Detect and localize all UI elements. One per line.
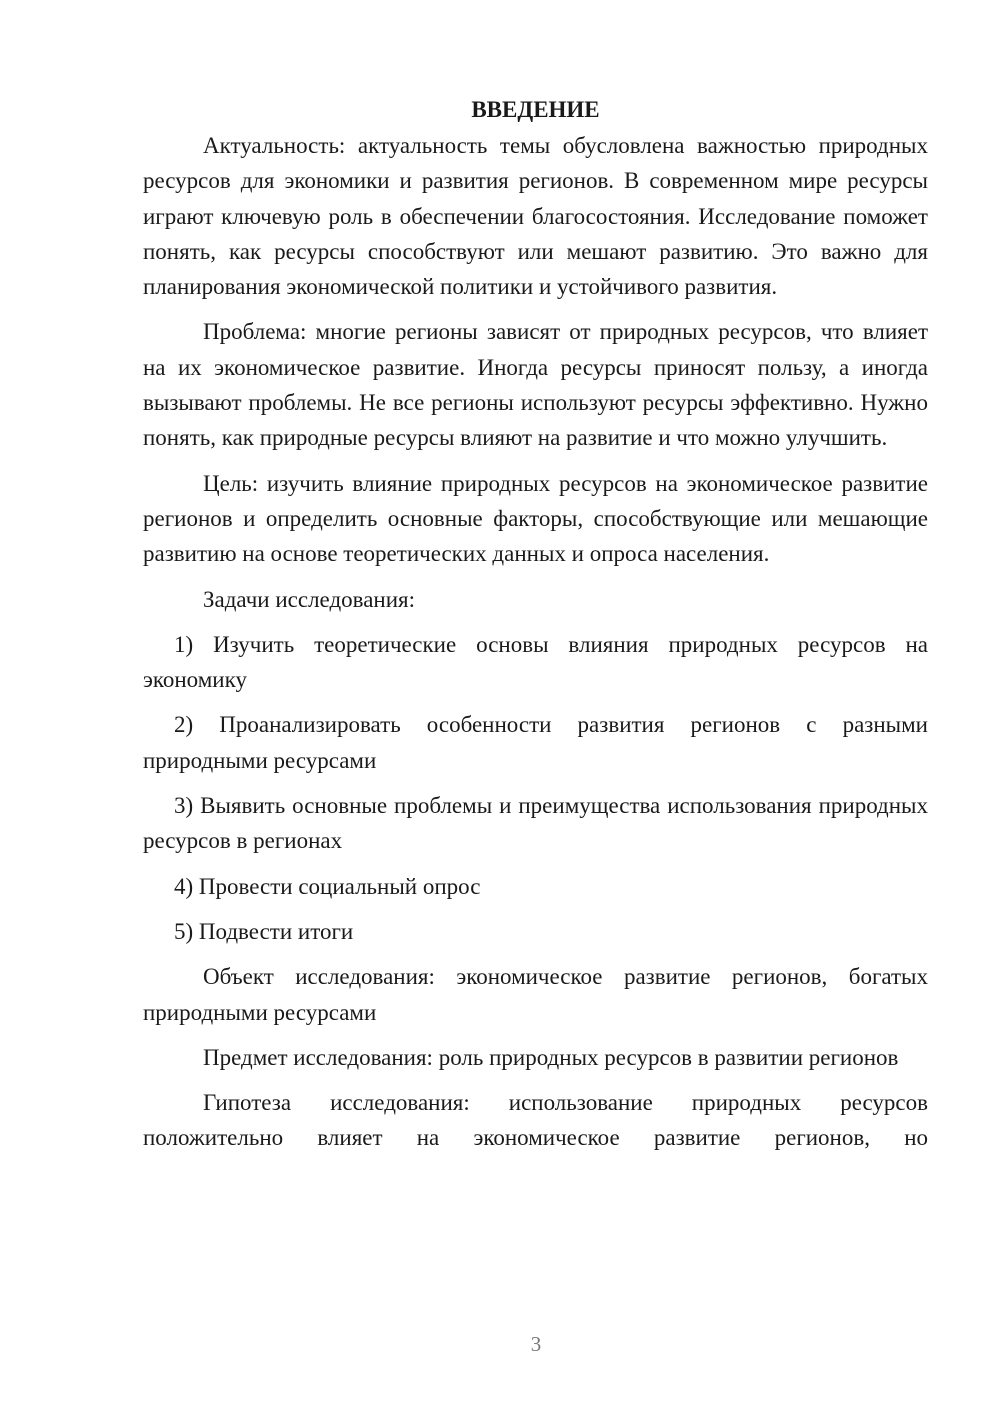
task-item: 2) Проанализировать особенности развития регионов с разными природными ресурсами (143, 712, 928, 773)
task-item: 1) Изучить теоретические основы влияния природных ресурсов на экономику (143, 631, 928, 693)
paragraph-object: Объект исследования: экономическое развитие регионов, богатых природными ресурсами (143, 964, 928, 1025)
paragraph-tasks-heading: Задачи исследования: (203, 586, 416, 612)
page-number: 3 (530, 1332, 542, 1356)
task-item: 3) Выявить основные проблемы и преимущества использования природных ресурсов в регионах (143, 793, 928, 854)
task-item: 4) Провести социальный опрос (174, 873, 481, 899)
document-page (143, 92, 928, 1156)
task-item: 5) Подвести итоги (174, 918, 354, 944)
paragraph-hypothesis: Гипотеза исследования: использование природных ресурсов положительно влияет на экономическое развитие регионов, но (143, 1090, 928, 1151)
paragraph-subject: Предмет исследования: роль природных ресурсов в развитии регионов (203, 1044, 899, 1070)
paragraph-relevance: Актуальность: актуальность темы обусловлена важностью природных ресурсов для экономики и развития регионов. В современном мире ресурсы играют ключевую роль в обеспечении благосостояния. Исследование поможет понять, как ресурсы способствуют или мешают развитию. Это важно для планирования экономической политики и устойчивого развития. (143, 133, 928, 300)
paragraph-goal: Цель: изучить влияние природных ресурсов на экономическое развитие регионов и определить основные факторы, способствующие или мешающие развитию на основе теоретических данных и опроса населения. (143, 470, 928, 567)
paragraph-problem: Проблема: многие регионы зависят от природных ресурсов, что влияет на их экономическое развитие. Иногда ресурсы приносят пользу, а иногда вызывают проблемы. Не все регионы используют ресурсы эффективно. Нужно понять, как природные ресурсы влияют на развитие и что можно улучшить. (143, 319, 928, 451)
section-title: ВВЕДЕНИЕ (471, 97, 600, 122)
